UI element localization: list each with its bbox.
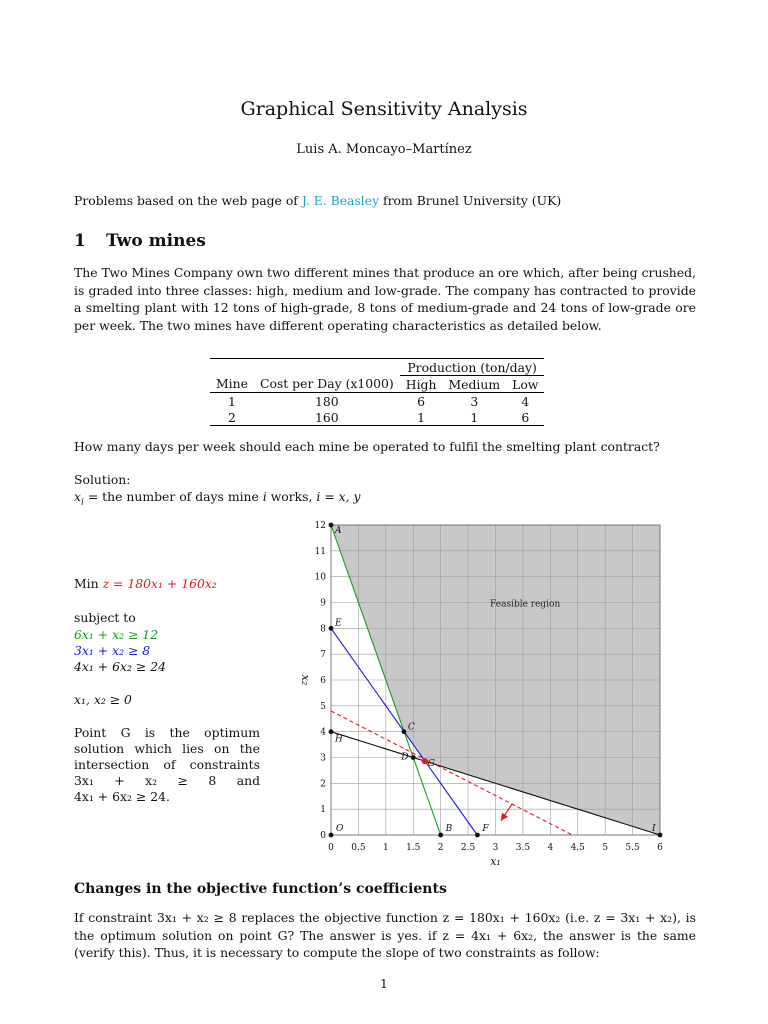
objective-function: z = 180x₁ + 160x₂ [102,576,217,591]
solution-definition [74,488,696,512]
point-label: E [335,618,342,629]
x-tick-label: 2 [437,843,444,853]
feasible-region-label: Feasible region [490,599,561,610]
intro-text: Problems based on the web page of [74,193,302,208]
subject-to: subject to [74,610,136,625]
subsection-title: Changes in the objective function’s coefficients [74,881,447,897]
point-label: O [336,824,344,834]
constraint-low: 4x₁ + 6x₂ ≥ 24 [74,659,166,674]
explanation-line: solution which lies on the [74,741,260,756]
section-heading [74,231,206,251]
y-tick-label: 1 [320,805,326,816]
table-cell: 1 [442,409,506,426]
explanation-line: intersection of constraints [74,757,260,772]
section-title: Two mines [106,231,206,251]
table-cell: 4 [521,393,530,409]
y-tick-label: 8 [320,624,326,635]
x-tick-label: 5.5 [625,843,640,853]
x-tick-label: 0 [328,843,334,853]
def-tail: works, [266,489,317,504]
explanation-line: 3x₁ + x₂ ≥ 8 and [74,773,260,788]
y-tick-label: 2 [320,779,326,790]
explanation-line: 4x₁ + 6x₂ ≥ 24. [74,789,170,804]
point-label: B [445,824,453,834]
y-tick-label: 11 [314,546,326,557]
production-table [210,358,544,426]
table-group-header: Production (ton/day) [400,359,545,376]
optimum-explanation [74,725,260,805]
table-header: Medium [442,376,506,393]
table-cell: 2 [210,409,254,426]
y-tick-label: 4 [320,727,326,738]
y-tick-label: 3 [320,753,326,764]
x-tick-label: 1.5 [406,843,421,853]
x-tick-label: 3.5 [515,843,531,853]
table-cell: 6 [417,393,426,409]
y-tick-label: 12 [314,521,326,531]
var-i: i [262,489,267,504]
table-cell: 180 [315,393,339,409]
var-sub: i [81,497,84,508]
table-header: Mine [210,376,254,393]
point-label: H [335,734,343,745]
point-label: G [427,759,435,770]
constraint-high: 6x₁ + x₂ ≥ 12 [74,627,159,642]
section-paragraph: The Two Mines Company own two different mines that produce an ore which, after being crushed, is graded into three classes: high, medium and low-grade. The company has contracted to provide a smelting plant with 12 tons of high-grade, 8 tons of medium-grade and 24 tons of low-grade ore per week. The two mines have different operating characteristics as detailed below. [74,265,696,333]
x-tick-label: 5 [602,843,609,853]
point-A [329,523,334,528]
solution-label: Solution: [74,472,131,487]
explanation-line: Point G is the optimum [74,725,260,740]
y-tick-label: 5 [320,701,326,712]
x-tick-label: 3 [492,843,499,853]
x-tick-label: 0.5 [351,843,366,853]
point-O [329,833,334,838]
table-cell: 6 [506,409,544,426]
table-header: Low [506,376,544,393]
feasible-region-chart [280,515,680,871]
x-tick-label: 4 [547,843,554,853]
def-text: = the number of days mine [83,489,263,504]
point-F [475,833,480,838]
min-label: Min [74,576,99,591]
x-tick-label: 6 [657,843,663,853]
y-tick-label: 10 [314,572,326,583]
table-cell: 1 [228,393,236,409]
table-cell: 1 [400,409,443,426]
table-row [210,409,544,426]
nonnegativity: x₁, x₂ ≥ 0 [74,692,132,707]
y-tick-label: 9 [320,598,326,609]
point-C [402,729,407,734]
point-label: I [652,824,656,834]
objective-line [74,576,217,592]
question-text: How many days per week should each mine be operated to fulfil the smelting plant contract? [74,439,660,454]
x-axis-label: x₁ [490,855,501,868]
point-label: D [401,752,409,763]
page-number: 1 [380,976,388,991]
y-tick-label: 6 [320,676,326,686]
point-E [329,626,334,631]
table-header: High [400,376,443,393]
table-cell: 160 [254,409,400,426]
point-D [411,755,416,760]
objective-arrow-head [501,813,508,821]
point-I [658,833,663,838]
paper-author: Luis A. Moncayo–Martínez [296,142,472,157]
y-tick-label: 0 [320,831,326,841]
constraint-medium: 3x₁ + x₂ ≥ 8 [74,643,151,658]
section-number: 1 [74,231,86,251]
intro-paragraph [74,192,696,210]
x-tick-label: 4.5 [570,843,585,853]
point-label: F [482,824,489,834]
paper-title: Graphical Sensitivity Analysis [240,98,528,120]
x-tick-label: 2.5 [460,843,476,853]
table-cell: 3 [470,393,479,409]
def-range: i = x, y [316,489,361,504]
point-B [438,833,443,838]
var-x: x [74,489,81,504]
table-header: Cost per Day (x1000) [254,376,400,393]
point-H [329,729,334,734]
intro-text-tail: from Brunel University (UK) [379,193,562,208]
y-axis-label: x₂ [299,674,312,686]
point-label: A [335,526,342,536]
beasley-link[interactable]: J. E. Beasley [301,193,380,208]
table-row [210,393,544,410]
y-tick-label: 7 [320,650,326,661]
closing-paragraph: If constraint 3x₁ + x₂ ≥ 8 replaces the objective function z = 180x₁ + 160x₂ (i.e. z = 3x₁ + x₂), is the optimum solution on point G? The answer is yes. if z = 4x₁ + 6x₂, the answer is the same (verify this). Thus, it is necessary to compute the slope of two constraints as follow: [74,910,696,960]
x-tick-label: 1 [382,843,389,853]
point-label: C [407,722,415,733]
